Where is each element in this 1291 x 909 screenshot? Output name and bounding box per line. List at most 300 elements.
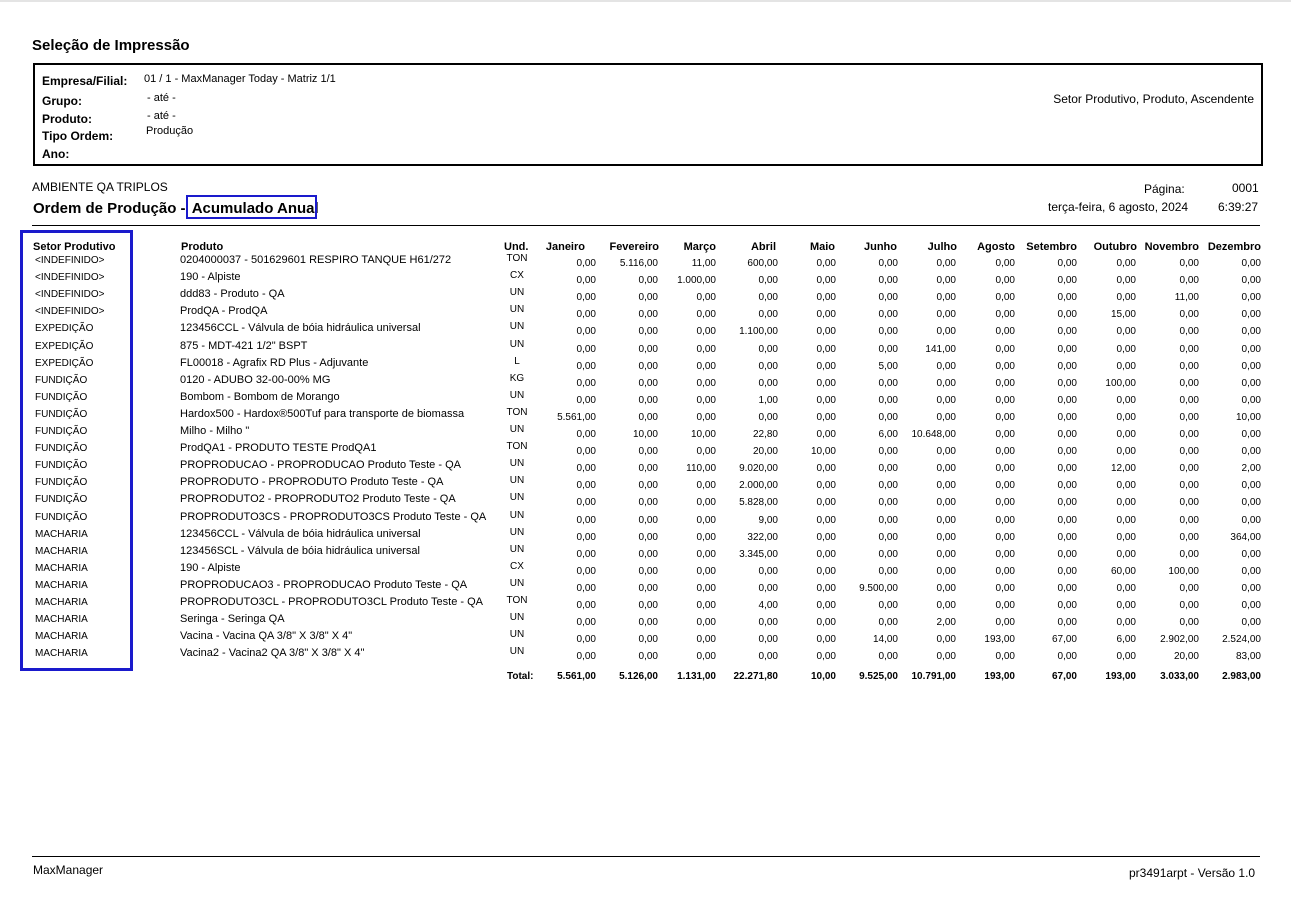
cell-und: UN <box>509 509 525 521</box>
cell-julho: 0,00 <box>936 497 956 509</box>
cell-fevereiro: 0,00 <box>638 292 658 304</box>
cell-fevereiro: 0,00 <box>638 617 658 629</box>
cell-outubro: 0,00 <box>1116 651 1136 663</box>
cell-und: L <box>514 355 520 367</box>
cell-setembro: 0,00 <box>1057 582 1077 594</box>
cell-dezembro: 0,00 <box>1241 292 1261 304</box>
cell-abril: 0,00 <box>758 634 778 646</box>
cell-fevereiro: 0,00 <box>638 326 658 338</box>
cell-janeiro: 0,00 <box>576 634 596 646</box>
cell-dezembro: 0,00 <box>1241 258 1261 269</box>
cell-dezembro: 0,00 <box>1241 548 1261 560</box>
cell-novembro: 0,00 <box>1179 600 1199 611</box>
cell-agosto: 0,00 <box>995 275 1015 287</box>
cell-und: TON <box>506 253 528 264</box>
cell-agosto: 0,00 <box>995 480 1015 492</box>
cell-julho: 0,00 <box>936 275 956 287</box>
cell-janeiro: 0,00 <box>576 292 596 304</box>
cell-marco: 0,00 <box>696 394 716 406</box>
cell-abril: 20,00 <box>752 446 778 458</box>
cell-marco: 0,00 <box>696 292 716 304</box>
cell-und: TON <box>506 441 528 453</box>
cell-novembro: 0,00 <box>1179 411 1199 423</box>
cell-produto: PROPRODUTO3CS - PROPRODUTO3CS Produto Teste - QA <box>180 510 487 523</box>
cell-junho: 0,00 <box>878 292 898 304</box>
cell-outubro: 0,00 <box>1116 360 1136 372</box>
cell-agosto: 0,00 <box>995 446 1015 458</box>
cell-novembro: 0,00 <box>1179 394 1199 406</box>
cell-abril: 0,00 <box>758 411 778 423</box>
cell-und: CX <box>510 560 524 572</box>
col-header-junho: Junho <box>864 241 897 253</box>
total-fevereiro: 5.126,00 <box>619 671 658 682</box>
cell-setembro: 0,00 <box>1057 514 1077 526</box>
cell-janeiro: 0,00 <box>576 394 596 406</box>
cell-maio: 0,00 <box>816 292 836 304</box>
cell-maio: 0,00 <box>816 497 836 509</box>
cell-marco: 0,00 <box>696 343 716 355</box>
cell-agosto: 0,00 <box>995 600 1015 611</box>
filter-value-grupo: - até - <box>147 92 176 104</box>
cell-produto: 190 - Alpiste <box>180 271 241 284</box>
top-border <box>0 0 1291 2</box>
cell-setor: FUNDIÇÃO <box>35 426 88 437</box>
cell-produto: ProdQA - ProdQA <box>180 305 268 318</box>
total-junho: 9.525,00 <box>859 671 898 682</box>
cell-outubro: 15,00 <box>1110 309 1136 321</box>
cell-dezembro: 364,00 <box>1230 531 1261 543</box>
environment-label: AMBIENTE QA TRIPLOS <box>32 180 168 194</box>
cell-fevereiro: 0,00 <box>638 394 658 406</box>
cell-junho: 0,00 <box>878 343 898 355</box>
col-header-abril: Abril <box>750 241 776 253</box>
cell-maio: 0,00 <box>816 343 836 355</box>
cell-marco: 0,00 <box>696 582 716 594</box>
cell-junho: 0,00 <box>878 514 898 526</box>
cell-outubro: 0,00 <box>1116 411 1136 423</box>
cell-produto: 0204000037 - 501629601 RESPIRO TANQUE H61/272 <box>180 254 452 266</box>
cell-junho: 0,00 <box>878 309 898 321</box>
sort-order-text: Setor Produtivo, Produto, Ascendente <box>1053 92 1254 106</box>
cell-marco: 11,00 <box>691 258 716 269</box>
cell-und: UN <box>509 287 525 299</box>
cell-abril: 2.000,00 <box>739 480 778 492</box>
cell-marco: 10,00 <box>690 429 716 440</box>
cell-maio: 0,00 <box>816 651 836 663</box>
cell-fevereiro: 5.116,00 <box>619 258 658 269</box>
cell-setor: <INDEFINIDO> <box>35 289 105 301</box>
cell-und: UN <box>509 389 525 401</box>
cell-und: CX <box>510 270 524 282</box>
col-header-dezembro: Dezembro <box>1207 241 1261 253</box>
cell-marco: 0,00 <box>696 651 716 663</box>
cell-julho: 0,00 <box>936 292 956 304</box>
cell-janeiro: 0,00 <box>576 463 596 475</box>
col-header-novembro: Novembro <box>1144 241 1199 253</box>
cell-maio: 0,00 <box>816 309 836 321</box>
cell-novembro: 0,00 <box>1179 617 1199 629</box>
cell-janeiro: 0,00 <box>576 582 596 594</box>
cell-outubro: 0,00 <box>1116 446 1136 458</box>
cell-fevereiro: 0,00 <box>638 565 658 577</box>
cell-und: UN <box>509 321 525 333</box>
title-highlight-box <box>186 195 317 219</box>
page-label: Página: <box>1144 182 1185 196</box>
cell-outubro: 0,00 <box>1116 548 1136 560</box>
footer-divider <box>32 856 1260 857</box>
cell-junho: 0,00 <box>878 463 898 475</box>
cell-marco: 0,00 <box>696 497 716 509</box>
cell-produto: PROPRODUTO - PROPRODUTO Produto Teste - QA <box>180 476 444 489</box>
cell-setembro: 0,00 <box>1057 463 1077 475</box>
cell-novembro: 0,00 <box>1179 326 1199 338</box>
cell-produto: PROPRODUCAO3 - PROPRODUCAO Produto Teste - QA <box>180 578 468 591</box>
cell-setor: MACHARIA <box>35 545 88 557</box>
cell-julho: 0,00 <box>936 531 956 543</box>
cell-dezembro: 0,00 <box>1241 514 1261 526</box>
cell-julho: 141,00 <box>925 343 956 355</box>
cell-abril: 0,00 <box>758 360 778 372</box>
cell-maio: 0,00 <box>816 514 836 526</box>
cell-setor: EXPEDIÇÃO <box>35 357 94 369</box>
filter-label-grupo: Grupo: <box>42 94 82 108</box>
cell-outubro: 60,00 <box>1110 565 1136 577</box>
cell-marco: 0,00 <box>696 600 716 611</box>
col-header-und: Und. <box>504 241 529 253</box>
cell-fevereiro: 0,00 <box>638 309 658 321</box>
cell-dezembro: 0,00 <box>1241 343 1261 355</box>
cell-und: KG <box>509 372 525 384</box>
total-outubro: 193,00 <box>1105 671 1136 682</box>
cell-janeiro: 0,00 <box>576 429 596 440</box>
cell-produto: ProdQA1 - PRODUTO TESTE ProdQA1 <box>180 442 377 455</box>
cell-maio: 0,00 <box>816 394 836 406</box>
cell-janeiro: 0,00 <box>576 360 596 372</box>
cell-setembro: 0,00 <box>1057 343 1077 355</box>
cell-produto: 190 - Alpiste <box>180 561 241 574</box>
cell-junho: 6,00 <box>878 429 898 440</box>
cell-janeiro: 0,00 <box>576 377 596 389</box>
cell-julho: 0,00 <box>936 360 956 372</box>
cell-janeiro: 0,00 <box>576 258 596 269</box>
cell-setor: MACHARIA <box>35 528 88 540</box>
cell-julho: 0,00 <box>936 600 956 611</box>
cell-dezembro: 0,00 <box>1241 326 1261 338</box>
cell-maio: 10,00 <box>810 446 836 458</box>
cell-abril: 0,00 <box>758 309 778 321</box>
cell-junho: 0,00 <box>878 377 898 389</box>
filter-label-produto: Produto: <box>42 112 92 126</box>
cell-janeiro: 0,00 <box>576 531 596 543</box>
cell-und: TON <box>506 595 528 606</box>
cell-novembro: 0,00 <box>1179 531 1199 543</box>
cell-julho: 0,00 <box>936 565 956 577</box>
cell-maio: 0,00 <box>816 360 836 372</box>
cell-julho: 0,00 <box>936 309 956 321</box>
cell-setembro: 0,00 <box>1057 411 1077 423</box>
cell-setor: MACHARIA <box>35 648 88 660</box>
filter-value-produto: - até - <box>147 110 176 122</box>
cell-abril: 0,00 <box>758 582 778 594</box>
cell-julho: 0,00 <box>936 394 956 406</box>
cell-produto: Milho - Milho " <box>180 425 250 437</box>
cell-junho: 0,00 <box>878 531 898 543</box>
cell-novembro: 0,00 <box>1179 360 1199 372</box>
col-header-julho: Julho <box>927 241 957 253</box>
cell-fevereiro: 0,00 <box>638 411 658 423</box>
cell-agosto: 193,00 <box>984 634 1015 646</box>
cell-setembro: 0,00 <box>1057 292 1077 304</box>
cell-setembro: 0,00 <box>1057 258 1077 269</box>
cell-novembro: 0,00 <box>1179 480 1199 492</box>
cell-und: UN <box>509 629 525 641</box>
cell-fevereiro: 0,00 <box>638 497 658 509</box>
cell-junho: 0,00 <box>878 651 898 663</box>
cell-setor: MACHARIA <box>35 614 88 626</box>
cell-junho: 0,00 <box>878 480 898 492</box>
cell-marco: 0,00 <box>696 360 716 372</box>
cell-produto: ddd83 - Produto - QA <box>180 288 285 301</box>
cell-novembro: 11,00 <box>1174 292 1199 304</box>
cell-setor: <INDEFINIDO> <box>35 255 105 266</box>
cell-setor: MACHARIA <box>35 597 88 608</box>
filter-value-empresa: 01 / 1 - MaxManager Today - Matriz 1/1 <box>144 73 336 85</box>
cell-und: UN <box>509 338 525 350</box>
cell-und: UN <box>509 526 525 538</box>
cell-setor: EXPEDIÇÃO <box>35 323 94 335</box>
cell-und: UN <box>509 577 525 589</box>
cell-marco: 0,00 <box>696 634 716 646</box>
cell-produto: 0120 - ADUBO 32-00-00% MG <box>180 373 331 386</box>
cell-marco: 1.000,00 <box>677 275 716 287</box>
cell-produto: Bombom - Bombom de Morango <box>180 390 340 403</box>
cell-fevereiro: 0,00 <box>638 514 658 526</box>
cell-outubro: 0,00 <box>1116 600 1136 611</box>
cell-setembro: 0,00 <box>1057 326 1077 338</box>
cell-fevereiro: 10,00 <box>632 429 658 440</box>
cell-fevereiro: 0,00 <box>638 446 658 458</box>
cell-maio: 0,00 <box>816 600 836 611</box>
cell-novembro: 100,00 <box>1168 565 1199 577</box>
report-title-prefix: Ordem de Produção - <box>33 200 186 217</box>
cell-agosto: 0,00 <box>995 617 1015 629</box>
cell-fevereiro: 0,00 <box>638 480 658 492</box>
total-dezembro: 2.983,00 <box>1222 671 1261 682</box>
cell-abril: 0,00 <box>758 377 778 389</box>
filter-label-ano: Ano: <box>42 147 70 161</box>
cell-maio: 0,00 <box>816 326 836 338</box>
cell-produto: 123456CCL - Válvula de bóia hidráulica universal <box>180 322 421 335</box>
cell-maio: 0,00 <box>816 565 836 577</box>
footer-app-name: MaxManager <box>33 863 104 877</box>
cell-agosto: 0,00 <box>995 411 1015 423</box>
cell-und: UN <box>509 646 525 658</box>
cell-abril: 0,00 <box>758 651 778 663</box>
cell-janeiro: 0,00 <box>576 497 596 509</box>
total-janeiro: 5.561,00 <box>557 671 596 682</box>
cell-und: UN <box>509 612 525 624</box>
cell-setor: FUNDIÇÃO <box>35 443 88 455</box>
cell-dezembro: 0,00 <box>1241 275 1261 287</box>
cell-setembro: 0,00 <box>1057 651 1077 663</box>
report-title-highlight-text: Acumulado Anual <box>191 200 319 217</box>
cell-maio: 0,00 <box>816 617 836 629</box>
report-date: terça-feira, 6 agosto, 2024 <box>1048 200 1189 214</box>
cell-dezembro: 2.524,00 <box>1222 634 1261 646</box>
cell-junho: 0,00 <box>878 497 898 509</box>
cell-janeiro: 0,00 <box>576 446 596 458</box>
cell-setembro: 0,00 <box>1057 429 1077 440</box>
cell-setembro: 0,00 <box>1057 377 1077 389</box>
cell-dezembro: 0,00 <box>1241 582 1261 594</box>
cell-abril: 322,00 <box>747 531 778 543</box>
cell-und: TON <box>506 406 528 418</box>
cell-junho: 0,00 <box>878 411 898 423</box>
page-number: 0001 <box>1232 181 1259 195</box>
cell-maio: 0,00 <box>816 275 836 287</box>
cell-janeiro: 5.561,00 <box>557 411 596 423</box>
cell-fevereiro: 0,00 <box>638 531 658 543</box>
cell-julho: 10.648,00 <box>911 429 956 440</box>
col-header-agosto: Agosto <box>977 241 1015 253</box>
col-header-setor-produtivo: Setor Produtivo <box>33 241 116 253</box>
header-divider <box>32 225 1260 226</box>
cell-dezembro: 0,00 <box>1241 446 1261 458</box>
col-header-fevereiro: Fevereiro <box>609 241 659 253</box>
cell-junho: 5,00 <box>878 360 898 372</box>
col-header-produto: Produto <box>181 241 224 253</box>
cell-janeiro: 0,00 <box>576 565 596 577</box>
cell-julho: 0,00 <box>936 411 956 423</box>
cell-produto: PROPRODUTO2 - PROPRODUTO2 Produto Teste - QA <box>180 493 456 506</box>
cell-dezembro: 10,00 <box>1235 411 1261 423</box>
cell-junho: 0,00 <box>878 446 898 458</box>
cell-produto: FL00018 - Agrafix RD Plus - Adjuvante <box>180 356 369 369</box>
cell-fevereiro: 0,00 <box>638 275 658 287</box>
cell-junho: 9.500,00 <box>859 582 898 594</box>
cell-maio: 0,00 <box>816 258 836 269</box>
cell-maio: 0,00 <box>816 634 836 646</box>
cell-novembro: 0,00 <box>1179 343 1199 355</box>
filter-label-tipo-ordem: Tipo Ordem: <box>42 129 114 143</box>
cell-janeiro: 0,00 <box>576 326 596 338</box>
cell-produto: PROPRODUTO3CL - PROPRODUTO3CL Produto Teste - QA <box>180 596 483 608</box>
cell-janeiro: 0,00 <box>576 617 596 629</box>
footer-version: pr3491arpt - Versão 1.0 <box>1129 866 1256 880</box>
cell-agosto: 0,00 <box>995 377 1015 389</box>
cell-produto: Vacina - Vacina QA 3/8" X 3/8" X 4" <box>180 630 353 643</box>
cell-maio: 0,00 <box>816 377 836 389</box>
cell-setor: FUNDIÇÃO <box>35 408 88 420</box>
cell-agosto: 0,00 <box>995 531 1015 543</box>
cell-junho: 0,00 <box>878 394 898 406</box>
cell-abril: 0,00 <box>758 617 778 629</box>
cell-setembro: 0,00 <box>1057 531 1077 543</box>
cell-dezembro: 0,00 <box>1241 377 1261 389</box>
cell-outubro: 0,00 <box>1116 480 1136 492</box>
cell-outubro: 0,00 <box>1116 531 1136 543</box>
total-setembro: 67,00 <box>1051 671 1077 682</box>
cell-setor: FUNDIÇÃO <box>35 374 88 386</box>
cell-outubro: 0,00 <box>1116 514 1136 526</box>
cell-outubro: 0,00 <box>1116 343 1136 355</box>
cell-marco: 0,00 <box>696 480 716 492</box>
cell-und: UN <box>509 458 525 470</box>
cell-novembro: 0,00 <box>1179 309 1199 321</box>
total-novembro: 3.033,00 <box>1160 671 1199 682</box>
cell-abril: 22,80 <box>752 429 778 440</box>
cell-junho: 0,00 <box>878 258 898 269</box>
col-header-marco: Março <box>683 241 716 253</box>
cell-fevereiro: 0,00 <box>638 634 658 646</box>
cell-abril: 5.828,00 <box>739 497 778 509</box>
cell-maio: 0,00 <box>816 548 836 560</box>
cell-janeiro: 0,00 <box>576 651 596 663</box>
cell-outubro: 0,00 <box>1116 275 1136 287</box>
filter-label-empresa: Empresa/Filial: <box>42 74 128 88</box>
cell-agosto: 0,00 <box>995 651 1015 663</box>
cell-janeiro: 0,00 <box>576 343 596 355</box>
cell-setembro: 67,00 <box>1051 634 1077 646</box>
cell-julho: 0,00 <box>936 480 956 492</box>
cell-setor: EXPEDIÇÃO <box>35 340 94 352</box>
cell-agosto: 0,00 <box>995 292 1015 304</box>
cell-dezembro: 0,00 <box>1241 497 1261 509</box>
cell-maio: 0,00 <box>816 480 836 492</box>
cell-janeiro: 0,00 <box>576 600 596 611</box>
cell-janeiro: 0,00 <box>576 309 596 321</box>
total-maio: 10,00 <box>810 671 836 682</box>
cell-agosto: 0,00 <box>995 565 1015 577</box>
cell-setembro: 0,00 <box>1057 275 1077 287</box>
cell-agosto: 0,00 <box>995 394 1015 406</box>
cell-fevereiro: 0,00 <box>638 600 658 611</box>
cell-marco: 0,00 <box>696 377 716 389</box>
cell-marco: 0,00 <box>696 531 716 543</box>
table-row <box>0 646 1291 666</box>
cell-marco: 0,00 <box>696 411 716 423</box>
cell-julho: 0,00 <box>936 548 956 560</box>
cell-marco: 0,00 <box>696 548 716 560</box>
cell-marco: 0,00 <box>696 309 716 321</box>
cell-setor: <INDEFINIDO> <box>35 272 105 284</box>
cell-setor: FUNDIÇÃO <box>35 477 88 489</box>
cell-produto: Seringa - Seringa QA <box>180 613 285 626</box>
cell-agosto: 0,00 <box>995 343 1015 355</box>
cell-setor: FUNDIÇÃO <box>35 511 88 523</box>
cell-setembro: 0,00 <box>1057 600 1077 611</box>
cell-janeiro: 0,00 <box>576 514 596 526</box>
cell-abril: 0,00 <box>758 565 778 577</box>
cell-junho: 14,00 <box>872 634 898 646</box>
cell-abril: 0,00 <box>758 343 778 355</box>
cell-junho: 0,00 <box>878 326 898 338</box>
cell-maio: 0,00 <box>816 531 836 543</box>
cell-novembro: 0,00 <box>1179 514 1199 526</box>
cell-abril: 1,00 <box>758 394 778 406</box>
cell-novembro: 0,00 <box>1179 463 1199 475</box>
cell-setembro: 0,00 <box>1057 480 1077 492</box>
cell-setembro: 0,00 <box>1057 394 1077 406</box>
cell-marco: 0,00 <box>696 446 716 458</box>
cell-maio: 0,00 <box>816 582 836 594</box>
cell-agosto: 0,00 <box>995 548 1015 560</box>
cell-agosto: 0,00 <box>995 514 1015 526</box>
cell-und: UN <box>509 424 525 435</box>
cell-fevereiro: 0,00 <box>638 548 658 560</box>
cell-outubro: 0,00 <box>1116 582 1136 594</box>
col-header-outubro: Outubro <box>1093 241 1137 253</box>
